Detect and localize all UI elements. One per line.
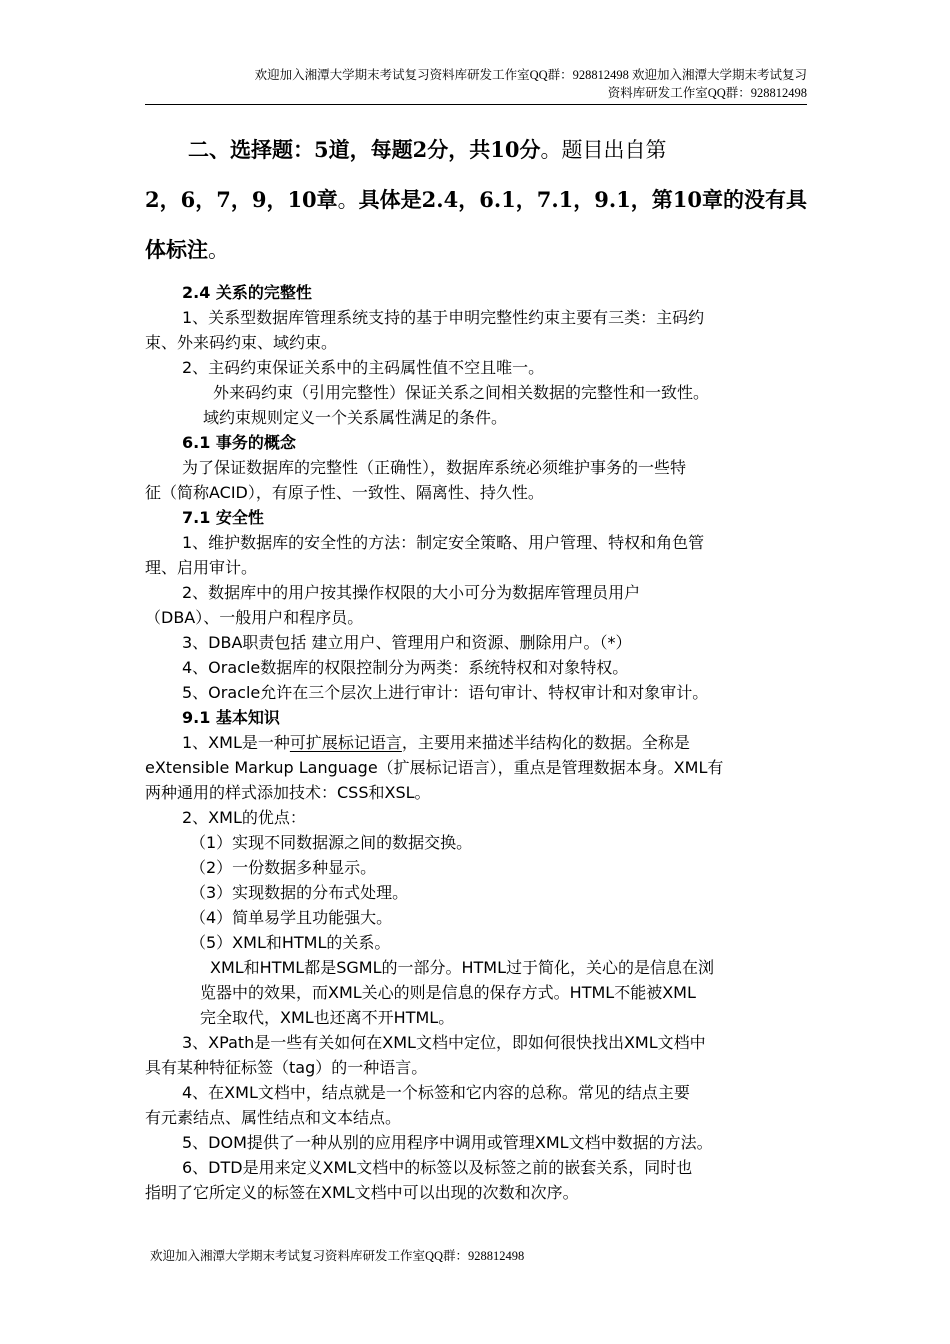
paragraph: 束、外来码约束、域约束。 (145, 333, 338, 352)
paragraph: eXtensible Markup Language（扩展标记语言），重点是管理数据本身。XML有 (145, 758, 724, 777)
paragraph: 外来码约束（引用完整性）保证关系之间相关数据的完整性和一致性。 (213, 383, 710, 402)
paragraph: XML和HTML都是SGML的一部分。HTML过于简化，关心的是信息在浏 (210, 958, 715, 977)
heading-2-4: 2.4 关系的完整性 (182, 283, 312, 302)
page-header (145, 66, 807, 105)
section-title-text: 。题目出自第 (540, 138, 667, 162)
paragraph: 5、Oracle允许在三个层次上进行审计：语句审计、特权审计和对象审计。 (182, 683, 709, 702)
section-title-line-3 (145, 234, 229, 264)
paragraph: 1、维护数据库的安全性的方法：制定安全策略、用户管理、特权和角色管 (182, 533, 705, 552)
text-run: 1、XML是一种 (182, 733, 290, 752)
paragraph: 4、Oracle数据库的权限控制分为两类：系统特权和对象特权。 (182, 658, 629, 677)
paragraph: 完全取代，XML也还离不开HTML。 (200, 1008, 455, 1027)
paragraph: 征（简称ACID），有原子性、一致性、隔离性、持久性。 (145, 483, 544, 502)
paragraph: 2、XML的优点： (182, 808, 306, 827)
list-item: （3）实现数据的分布式处理。 (190, 883, 409, 902)
section-title-text: 具体是2.4，6.1，7.1，9.1，第10章的没有具 (358, 187, 808, 212)
paragraph: 2、主码约束保证关系中的主码属性值不空且唯一。 (182, 358, 545, 377)
paragraph: 指明了它所定义的标签在XML文档中可以出现的次数和次序。 (145, 1183, 579, 1202)
underlined-term: 可扩展标记语言 (289, 733, 402, 752)
paragraph: 两种通用的样式添加技术：CSS和XSL。 (145, 783, 431, 802)
paragraph: 3、XPath是一些有关如何在XML文档中定位，即如何很快找出XML文档中 (182, 1033, 706, 1052)
text-run: ，主要用来描述半结构化的数据。全称是 (401, 733, 690, 752)
section-title-text: 2，6，7，9，10章 (145, 187, 338, 212)
paragraph: 6、DTD是用来定义XML文档中的标签以及标签之前的嵌套关系，同时也 (182, 1158, 693, 1177)
paragraph: （DBA）、一般用户和程序员。 (145, 608, 364, 627)
paragraph: 2、数据库中的用户按其操作权限的大小可分为数据库管理员用户 (182, 583, 641, 602)
section-title-text: 二、选择题：5道，每题2分，共10分 (188, 137, 541, 162)
section-title-text: 。 (337, 188, 359, 212)
paragraph: 具有某种特征标签（tag）的一种语言。 (145, 1058, 428, 1077)
list-item: （5）XML和HTML的关系。 (190, 933, 391, 952)
paragraph: 有元素结点、属性结点和文本结点。 (145, 1108, 402, 1127)
heading-6-1: 6.1 事务的概念 (182, 433, 296, 452)
paragraph: 5、DOM提供了一种从别的应用程序中调用或管理XML文档中数据的方法。 (182, 1133, 713, 1152)
paragraph: 3、DBA职责包括 建立用户、管理用户和资源、删除用户。（*） (182, 633, 632, 652)
list-item: （4）简单易学且功能强大。 (190, 908, 393, 927)
paragraph (182, 732, 690, 754)
list-item: （1）实现不同数据源之间的数据交换。 (190, 833, 473, 852)
header-line-2: 资料库研发工作室QQ群：928812498 (607, 86, 807, 100)
section-title-text: 体标注 (145, 237, 208, 262)
paragraph: 理、启用审计。 (145, 558, 258, 577)
paragraph: 域约束规则定义一个关系属性满足的条件。 (203, 408, 508, 427)
paragraph: 1、关系型数据库管理系统支持的基于申明完整性约束主要有三类：主码约 (182, 308, 705, 327)
heading-9-1: 9.1 基本知识 (182, 708, 280, 727)
paragraph: 为了保证数据库的完整性（正确性），数据库系统必须维护事务的一些特 (182, 458, 687, 477)
section-title-line-2 (145, 184, 807, 214)
paragraph: 4、在XML文档中，结点就是一个标签和它内容的总称。常见的结点主要 (182, 1083, 690, 1102)
page-footer: 欢迎加入湘潭大学期末考试复习资料库研发工作室QQ群：928812498 (150, 1249, 525, 1263)
paragraph: 览器中的效果，而XML关心的则是信息的保存方式。HTML不能被XML (200, 983, 696, 1002)
heading-7-1: 7.1 安全性 (182, 508, 264, 527)
section-title-line-1 (188, 134, 666, 164)
section-title-text: 。 (208, 238, 229, 262)
list-item: （2）一份数据多种显示。 (190, 858, 377, 877)
header-line-1: 欢迎加入湘潭大学期末考试复习资料库研发工作室QQ群：928812498 欢迎加入湘潭大学期末考试复习 (254, 68, 807, 82)
